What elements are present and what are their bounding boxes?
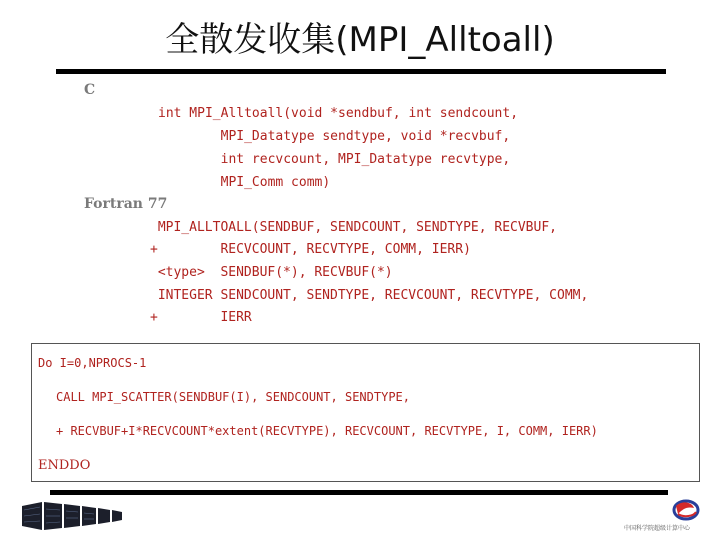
loop-code-box [31,343,700,482]
loop-line-call: CALL MPI_SCATTER(SENDBUF(I), SENDCOUNT, SENDTYPE, [56,390,411,404]
c-code-line-1: int MPI_Alltoall(void *sendbuf, int sendcount, [158,106,519,121]
c-code-line-4: MPI_Comm comm) [158,175,331,190]
supercomputer-racks-icon [18,500,126,534]
fortran-code-line-5: + IERR [150,310,252,325]
loop-line-do: Do I=0,NPROCS-1 [38,356,147,370]
top-divider [56,69,666,74]
loop-line-enddo: ENDDO [38,458,91,473]
fortran-code-line-2: + RECVCOUNT, RECVTYPE, COMM, IERR) [150,242,471,257]
cas-network-center-logo-icon [624,498,710,536]
fortran-heading: Fortran 77 [84,196,168,212]
loop-line-continuation: + RECVBUF+I*RECVCOUNT*extent(RECVTYPE), RECVCOUNT, RECVTYPE, I, COMM, IERR) [56,424,598,438]
fortran-code-line-4: INTEGER SENDCOUNT, SENDTYPE, RECVCOUNT, RECVTYPE, COMM, [150,288,589,303]
page-title: 全散发收集(MPI_Alltoall) [165,20,555,60]
c-heading: C [84,82,96,98]
fortran-code-line-1: MPI_ALLTOALL(SENDBUF, SENDCOUNT, SENDTYPE, RECVBUF, [150,220,557,235]
c-code-line-3: int recvcount, MPI_Datatype recvtype, [158,152,511,167]
c-code-line-2: MPI_Datatype sendtype, void *recvbuf, [158,129,511,144]
bottom-divider [50,490,668,495]
fortran-code-line-3: <type> SENDBUF(*), RECVBUF(*) [150,265,393,280]
logo-caption: 中国科学院超级计算中心 [624,525,691,532]
